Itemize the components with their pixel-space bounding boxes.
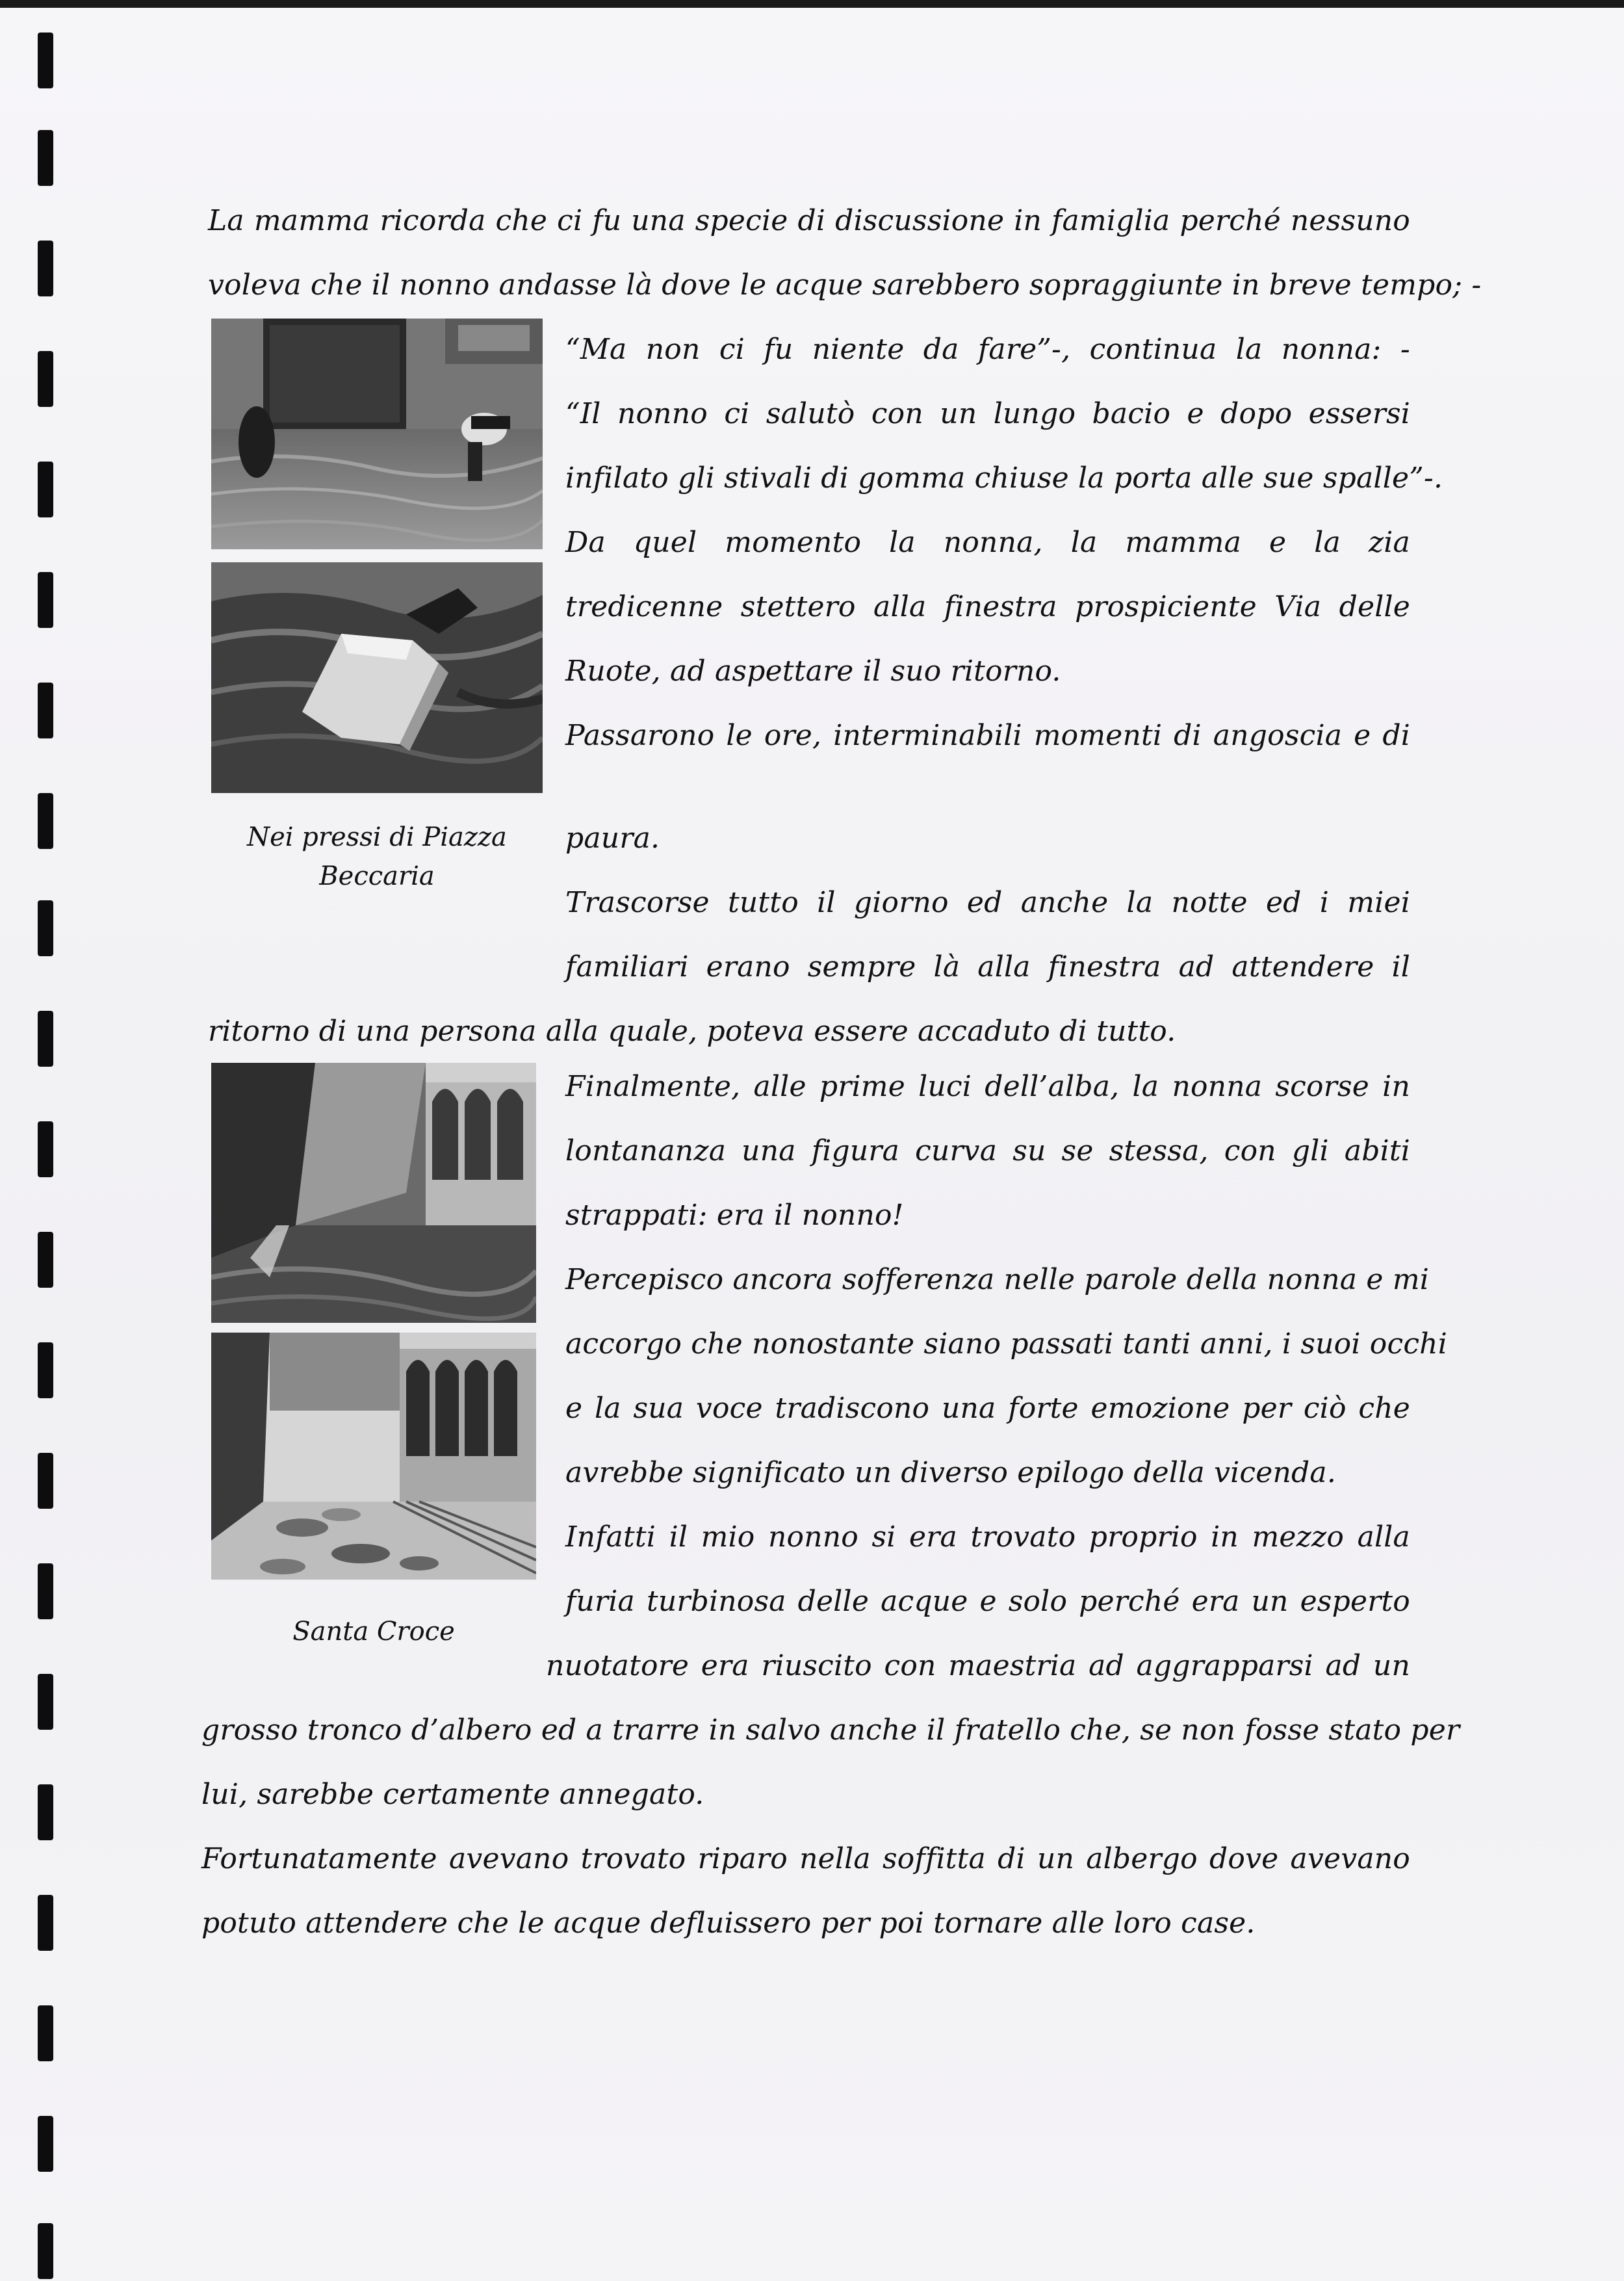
text-line: “Il nonno ci salutò con un lungo bacio e dopo essersi bbox=[565, 397, 1410, 430]
text-line: Percepisco ancora sofferenza nelle parole della nonna e mi bbox=[565, 1263, 1430, 1296]
flood-photo-car bbox=[211, 562, 543, 793]
text-block-beside-caption-2 bbox=[546, 1634, 1410, 1698]
text-line: “Ma non ci fu niente da fare”-, continua la nonna: - bbox=[565, 333, 1410, 366]
text-line: Ruote, ad aspettare il suo ritorno. bbox=[565, 655, 1061, 688]
binding-hole bbox=[38, 33, 53, 88]
text-line: ritorno di una persona alla quale, poteva essere accaduto di tutto. bbox=[208, 1015, 1176, 1048]
text-line: accorgo che nonostante siano passati tanti anni, i suoi occhi bbox=[565, 1327, 1447, 1361]
binding-hole bbox=[38, 2116, 53, 2172]
binding-hole bbox=[38, 241, 53, 296]
text-line: paura. bbox=[565, 822, 660, 855]
binding-hole bbox=[38, 1674, 53, 1730]
text-line: infilato gli stivali di gomma chiuse la porta alle sue spalle”-. bbox=[565, 462, 1443, 495]
text-block-closing bbox=[201, 1698, 1460, 1955]
text-block-beside-photos-1 bbox=[565, 317, 1443, 768]
text-line: nuotatore era riuscito con maestria ad aggrapparsi ad un bbox=[546, 1649, 1410, 1682]
binding-hole bbox=[38, 2005, 53, 2061]
text-line: e la sua voce tradiscono una forte emozione per ciò che bbox=[565, 1392, 1410, 1425]
binding-hole bbox=[38, 572, 53, 628]
caption-line: Santa Croce bbox=[292, 1617, 455, 1647]
text-block-beside-photos-2 bbox=[565, 1054, 1447, 1634]
binding-hole bbox=[38, 2223, 53, 2279]
binding-hole bbox=[38, 683, 53, 738]
binding-hole bbox=[38, 1784, 53, 1840]
binding-hole bbox=[38, 1011, 53, 1067]
text-line: voleva che il nonno andasse là dove le acque sarebbero sopraggiunte in breve tempo; - bbox=[208, 268, 1482, 302]
binding-hole bbox=[38, 1895, 53, 1951]
scan-top-edge bbox=[0, 0, 1624, 8]
text-line: Passarono le ore, interminabili momenti di angoscia e di bbox=[565, 719, 1410, 752]
text-line: Infatti il mio nonno si era trovato proprio in mezzo alla bbox=[565, 1520, 1410, 1554]
binding-hole bbox=[38, 1121, 53, 1177]
binding-hole bbox=[38, 1232, 53, 1288]
binding-hole bbox=[38, 462, 53, 517]
binding-hole bbox=[38, 130, 53, 186]
text-line: Finalmente, alle prime luci dell’alba, la nonna scorse in bbox=[565, 1070, 1410, 1103]
text-line: strappati: era il nonno! bbox=[565, 1199, 904, 1232]
text-line: Fortunatamente avevano trovato riparo nella soffitta di un albergo dove avevano bbox=[201, 1842, 1410, 1875]
text-line: Trascorse tutto il giorno ed anche la notte ed i miei bbox=[565, 886, 1410, 919]
text-block-intro bbox=[208, 189, 1482, 317]
text-line: lontananza una figura curva su se stessa, con gli abiti bbox=[565, 1134, 1410, 1167]
binding-hole bbox=[38, 351, 53, 407]
text-line: furia turbinosa delle acque e solo perché era un esperto bbox=[565, 1585, 1410, 1618]
photo-caption-beccaria bbox=[211, 818, 543, 896]
text-line: familiari erano sempre là alla finestra ad attendere il bbox=[565, 950, 1410, 984]
binding-hole bbox=[38, 793, 53, 849]
photo-caption-santa-croce bbox=[211, 1612, 536, 1651]
binding-hole bbox=[38, 1563, 53, 1619]
text-line: avrebbe significato un diverso epilogo della vicenda. bbox=[565, 1456, 1337, 1489]
text-line: lui, sarebbe certamente annegato. bbox=[201, 1778, 704, 1811]
caption-line: Nei pressi di Piazza bbox=[247, 822, 507, 852]
flood-photo-doorway bbox=[211, 319, 543, 549]
binding-hole bbox=[38, 900, 53, 956]
binding-hole bbox=[38, 1342, 53, 1398]
text-line: Da quel momento la nonna, la mamma e la zia bbox=[565, 526, 1410, 559]
binding-hole bbox=[38, 1453, 53, 1509]
text-line: La mamma ricorda che ci fu una specie di discussione in famiglia perché nessuno bbox=[208, 204, 1410, 237]
flood-photo-street bbox=[211, 1063, 536, 1323]
text-block-beside-caption-1 bbox=[565, 806, 1410, 999]
caption-line: Beccaria bbox=[319, 861, 435, 891]
binding-holes bbox=[0, 0, 65, 2281]
text-line: tredicenne stettero alla finestra prospiciente Via delle bbox=[565, 590, 1410, 623]
flood-photo-debris bbox=[211, 1333, 536, 1580]
text-line: potuto attendere che le acque defluissero per poi tornare alle loro case. bbox=[201, 1907, 1256, 1940]
text-line: grosso tronco d’albero ed a trarre in salvo anche il fratello che, se non fosse stato per bbox=[201, 1714, 1460, 1747]
